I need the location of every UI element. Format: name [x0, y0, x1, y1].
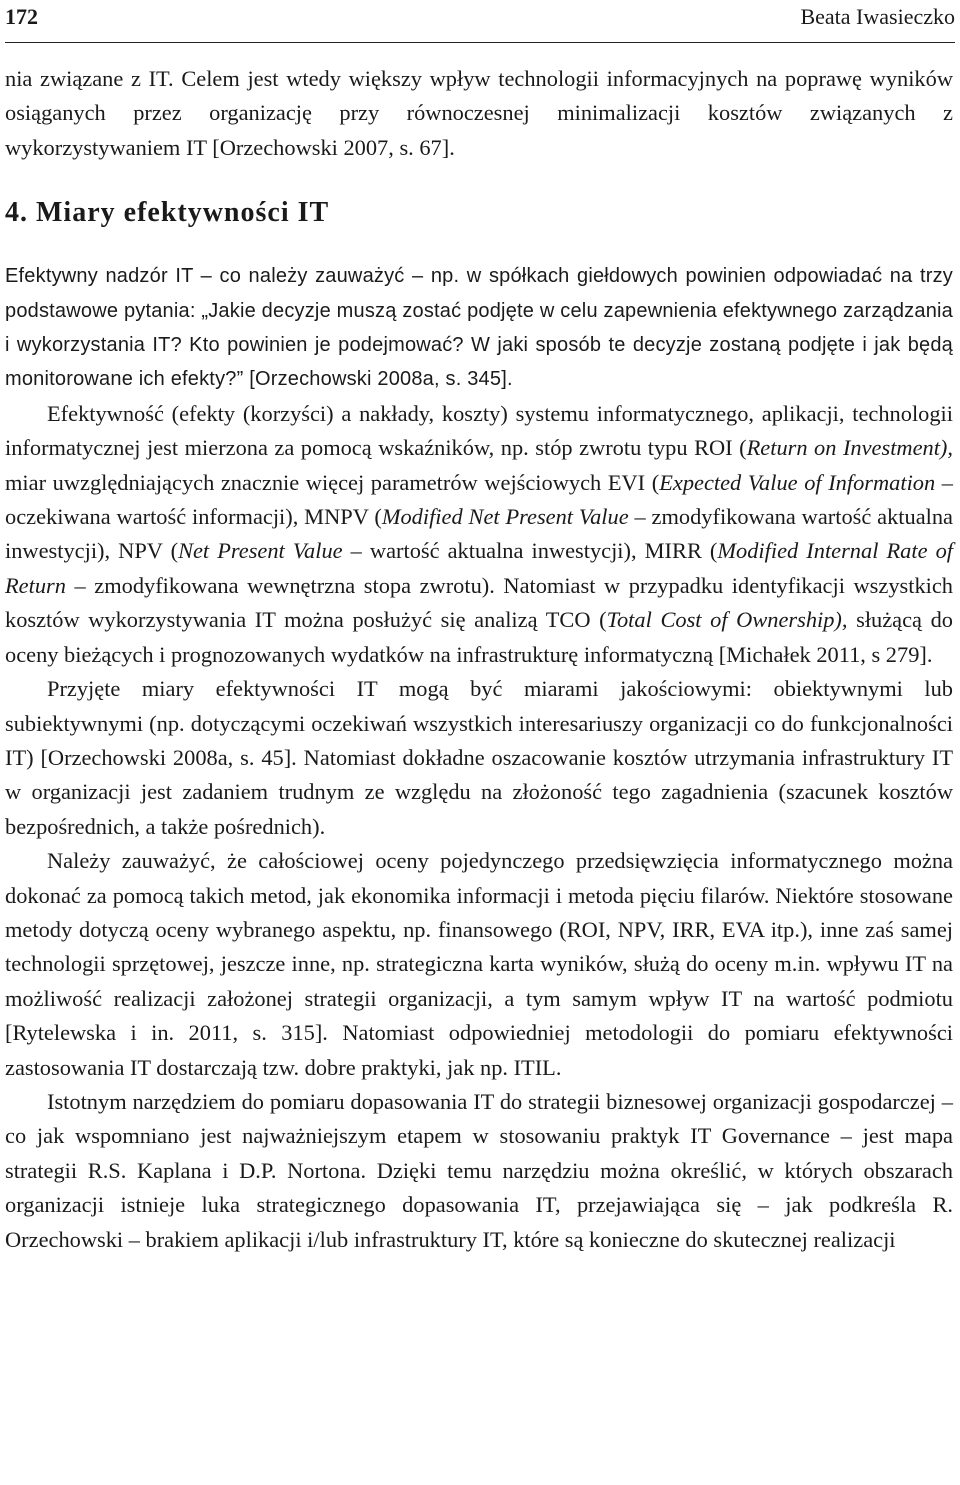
body-paragraph-methods: Należy zauważyć, że całościowej oceny pojedynczego przedsięwzięcia informatycznego można dokonać za pomocą takich metod, jak ekonomika informacji i metoda pięciu filarów. Niektóre stosowane metody dotyczą oceny wybranego aspektu, np. finansowego (ROI, NPV, IRR, EVA itp.), inne zaś samej technologii sprzętowej, jeszcze inne, np. strategiczna karta wyników, służą do oceny m.in. wpływu IT na możliwość realizacji założonej strategii organizacji, a tym samym wpływ IT na wartość podmiotu [Rytelewska i in. 2011, s. 315]. Natomiast odpowiedniej metodologii do pomiaru efektywności zastosowania IT dostarczają tzw. dobre praktyki, jak np. ITIL.	[5, 848, 953, 1080]
body-paragraph-measures: Przyjęte miary efektywności IT mogą być miarami jakościowymi: obiektywnymi lub subiektywnymi (np. dotyczącymi oczekiwań wszystkich interesariuszy organizacji co do funkcjonalności IT) [Orzechowski 2008a, s. 45]. Natomiast dokładne oszacowanie kosztów utrzymania infrastruktury IT w organizacji jest zadaniem trudnym ze względu na złożoność tego zagadnienia (szacunek kosztów bezpośrednich, a także pośrednich).	[5, 676, 953, 839]
term-mirr: Modified Internal Rate of Return	[5, 538, 953, 598]
body-paragraph-strategy-map: Istotnym narzędziem do pomiaru dopasowania IT do strategii biznesowej organizacji gospodarczej – co jak wspomniano jest najważniejszym etapem w stosowaniu praktyk IT Governance – jest mapa strategii R.S. Kaplana i D.P. Nortona. Dzięki temu narzędziu można określić, w których obszarach organizacji istnieje luka strategicznego dopasowania IT, przejawiająca się – jak podkreśla R. Orzechowski – brakiem aplikacji i/lub infrastruktury IT, które są konieczne do skutecznej realizacji	[5, 1088, 953, 1252]
section-title: Miary efektywności IT	[36, 197, 330, 229]
paragraph-text: miar uwzględniających znacznie więcej parametrów wejściowych EVI (	[5, 469, 660, 495]
section-number: 4.	[5, 197, 28, 229]
paragraph-text: służącą do oceny bieżących i prognozowanych wydatków na infrastrukturę informatyczną [Michałek 2011, s 279].	[5, 607, 953, 667]
term-tco: Total Cost of Ownership),	[606, 607, 848, 633]
page-number: 172	[5, 4, 38, 29]
paragraph-text: – zmodyfikowana wewnętrzna stopa zwrotu). Natomiast w przypadku identyfikacji wszystkich kosztów wykorzystywania IT można posłużyć się analizą TCO (	[5, 572, 953, 633]
section-heading	[5, 193, 953, 233]
term-roi: Return on Investment),	[746, 435, 953, 461]
paragraph-text: – oczekiwana wartość informacji), MNPV (	[5, 469, 954, 530]
running-header-author: Beata Iwasieczko	[800, 4, 955, 29]
page-body	[5, 62, 953, 1257]
paragraph-text: – zmodyfikowana wartość aktualna inwestycji), NPV (	[5, 504, 953, 564]
term-mnpv: Modified Net Present Value	[381, 504, 629, 530]
term-npv: Net Present Value	[178, 538, 343, 564]
running-header	[5, 0, 955, 43]
term-evi: Expected Value of Information	[659, 469, 936, 495]
paragraph-text: Efektywność (efekty (korzyści) a nakłady, koszty) systemu informatycznego, aplikacji, technologii informatycznej jest mierzona za pomocą wskaźników, np. stóp zwrotu typu ROI (	[5, 400, 953, 461]
body-paragraph-effectiveness	[5, 397, 953, 672]
paragraph-text: – wartość aktualna inwestycji), MIRR (	[342, 538, 718, 564]
intro-paragraph: nia związane z IT. Celem jest wtedy większy wpływ technologii informacyjnych na poprawę wyników osiąganych przez organizację przy równoczesnej minimalizacji kosztów związanych z wykorzystywaniem IT [Orzechowski 2007, s. 67].	[5, 66, 953, 160]
quote-paragraph: Efektywny nadzór IT – co należy zauważyć – np. w spółkach giełdowych powinien odpowiadać na trzy podstawowe pytania: „Jakie decyzje muszą zostać podjęte w celu zapewnienia efektywnego zarządzania i wykorzystania IT? Kto powinien je podejmować? W jaki sposób te decyzje zostaną podjęte i jak będą monitorowane ich efekty?” [Orzechowski 2008a, s. 345].	[5, 265, 953, 391]
